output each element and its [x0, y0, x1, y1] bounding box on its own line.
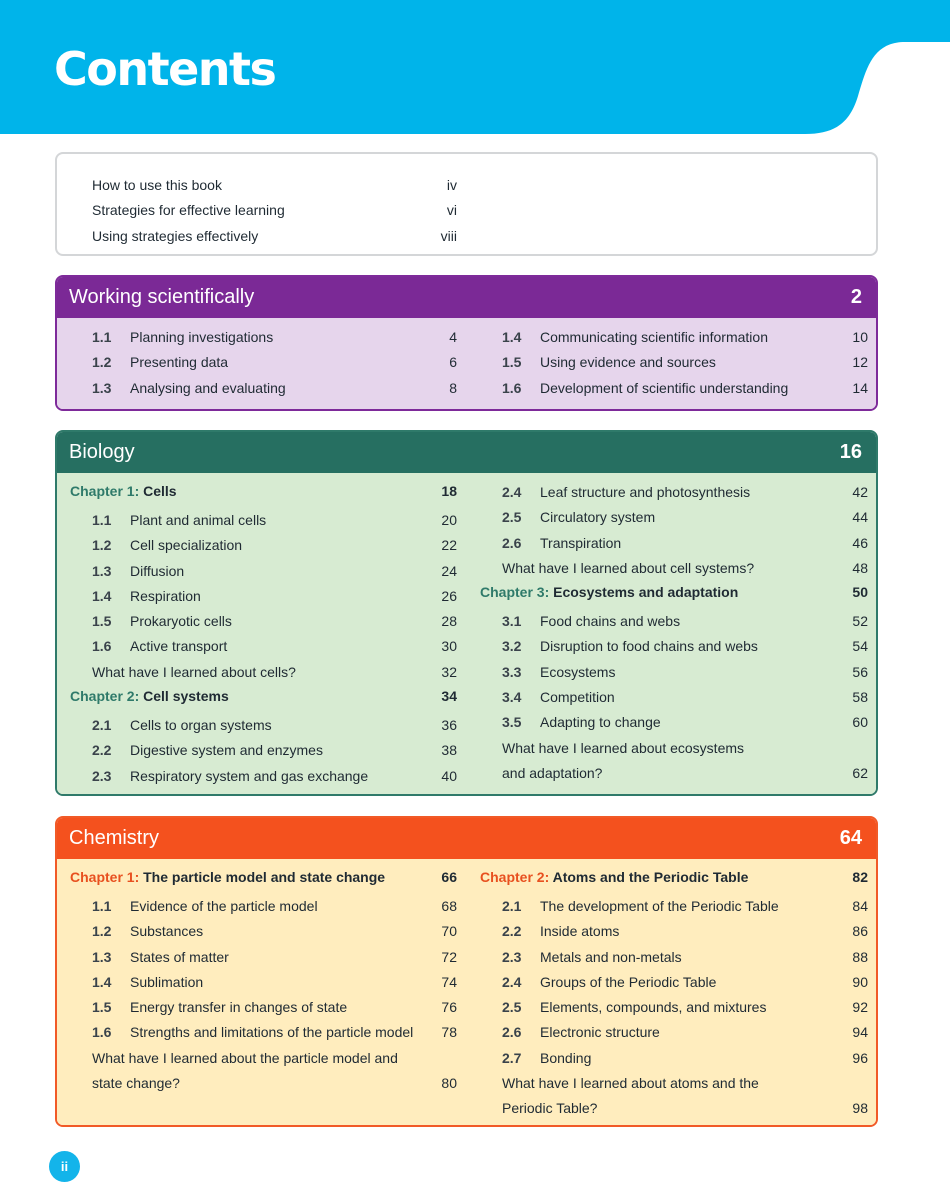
entry-title: Planning investigations — [130, 329, 274, 345]
entry-title: Metals and non-metals — [540, 948, 682, 965]
entry-page: 70 — [441, 923, 457, 940]
entry-page: 80 — [441, 1075, 457, 1092]
entry-title: Respiration — [130, 587, 201, 604]
section-chemistry — [55, 816, 878, 1127]
entry-title: Substances — [130, 923, 204, 940]
entry-page: 58 — [852, 689, 868, 706]
entry-page: 74 — [441, 973, 457, 990]
entry-page: 46 — [852, 534, 868, 551]
entry-number: 2.3 — [502, 948, 522, 965]
entry-page: 88 — [852, 948, 868, 965]
toc-entry[interactable] — [57, 739, 457, 764]
entry-number: 2.6 — [502, 1024, 522, 1041]
entry-page: 6 — [449, 354, 457, 371]
entry-title: Bonding — [540, 1049, 592, 1066]
entry-title: Respiratory system and gas exchange — [130, 767, 369, 784]
chapter-title: The particle model and state change — [143, 869, 386, 885]
entry-number: 3.5 — [502, 714, 522, 731]
toc-entry[interactable] — [57, 714, 457, 739]
entry-title: Strengths and limitations of the particle model — [130, 1024, 414, 1041]
review-entry[interactable] — [467, 1072, 868, 1097]
entry-number: 1.6 — [502, 379, 522, 396]
entry-number: 2.4 — [502, 484, 522, 500]
left-column — [57, 326, 457, 402]
entry-title: Communicating scientific information — [540, 329, 768, 345]
toc-entry[interactable] — [467, 946, 868, 971]
entry-number: 2.5 — [502, 999, 522, 1016]
chapter-title: Ecosystems and adaptation — [553, 584, 739, 601]
toc-entry[interactable] — [57, 635, 457, 660]
chapter-label: Chapter 2: — [70, 688, 140, 705]
entry-page: 24 — [441, 562, 457, 579]
toc-entry[interactable] — [57, 996, 457, 1021]
entry-title: Plant and animal cells — [130, 512, 267, 528]
toc-entry[interactable] — [57, 351, 457, 376]
toc-entry[interactable] — [467, 351, 868, 376]
entry-page: 22 — [441, 537, 457, 554]
entry-number: 1.4 — [502, 329, 522, 345]
entry-title: Food chains and webs — [540, 613, 681, 630]
entry-page: 32 — [441, 663, 457, 680]
chapter-label: Chapter 3: — [480, 584, 550, 601]
entry-page: 94 — [852, 1024, 868, 1041]
entry-page: 42 — [852, 484, 868, 500]
entry-number: 1.6 — [92, 638, 112, 655]
entry-title: Cells to organ systems — [130, 717, 272, 734]
right-column — [467, 326, 868, 402]
section-header[interactable] — [57, 432, 876, 473]
toc-entry[interactable] — [57, 895, 457, 920]
toc-entry[interactable] — [57, 765, 457, 790]
entry-title: The development of the Periodic Table — [540, 898, 779, 914]
section-name: Biology — [69, 441, 135, 463]
toc-entry[interactable] — [467, 532, 868, 557]
entry-title: Diffusion — [130, 562, 185, 579]
entry-title: Ecosystems — [540, 663, 616, 680]
entry-title: state change? — [92, 1075, 180, 1092]
entry-number: 1.3 — [92, 948, 112, 965]
entry-number: 1.2 — [92, 354, 112, 371]
chapter-title: Cells — [143, 483, 177, 499]
section-name: Working scientifically — [69, 286, 255, 308]
toc-entry[interactable] — [467, 686, 868, 711]
review-entry[interactable] — [467, 762, 868, 787]
entry-title: Competition — [540, 689, 615, 706]
section-header[interactable] — [57, 818, 876, 859]
intro-box — [55, 152, 878, 256]
page-title: Contents — [54, 42, 276, 96]
toc-entry[interactable] — [467, 895, 868, 920]
toc-entry[interactable] — [467, 1047, 868, 1072]
entry-number: 1.3 — [92, 562, 112, 579]
entry-page: vi — [446, 202, 457, 219]
toc-entry[interactable] — [467, 481, 868, 506]
toc-entry[interactable] — [57, 534, 457, 559]
entry-title: What have I learned about cells? — [92, 663, 296, 680]
entry-page: 52 — [852, 613, 868, 630]
review-entry[interactable] — [467, 737, 868, 762]
entry-title: Disruption to food chains and webs — [540, 638, 758, 655]
toc-entry[interactable] — [57, 920, 457, 945]
toc-entry[interactable] — [467, 610, 868, 635]
entry-title: Inside atoms — [540, 923, 620, 940]
entry-title: States of matter — [130, 948, 229, 965]
section-body — [57, 318, 876, 409]
entry-title: Adapting to change — [540, 714, 661, 731]
toc-entry[interactable] — [467, 920, 868, 945]
entry-number: 1.5 — [502, 354, 522, 371]
entry-title: Elements, compounds, and mixtures — [540, 999, 767, 1016]
entry-page: 20 — [441, 512, 457, 528]
chapter-title: Atoms and the Periodic Table — [552, 869, 749, 885]
entry-page: 78 — [441, 1024, 457, 1041]
left-column — [57, 481, 457, 790]
entry-title: Leaf structure and photosynthesis — [540, 484, 751, 500]
entry-number: 2.3 — [92, 767, 112, 784]
entry-page: 96 — [852, 1049, 868, 1066]
entry-page: 40 — [441, 767, 457, 784]
entry-page: 92 — [852, 999, 868, 1016]
entry-number: 2.6 — [502, 534, 522, 551]
chapter-label: Chapter 1: — [70, 869, 140, 885]
toc-entry[interactable] — [467, 711, 868, 736]
entry-title: Transpiration — [540, 534, 622, 551]
toc-entry[interactable] — [467, 377, 868, 402]
toc-entry[interactable] — [57, 200, 876, 225]
entry-number: 3.3 — [502, 663, 522, 680]
entry-page: viii — [440, 227, 457, 244]
section-header[interactable] — [57, 277, 876, 318]
toc-entry[interactable] — [57, 509, 457, 534]
entry-number: 1.5 — [92, 999, 112, 1016]
entry-number: 3.4 — [502, 689, 522, 706]
entry-title: What have I learned about the particle model and — [92, 1049, 398, 1066]
entry-title: Prokaryotic cells — [130, 613, 232, 630]
section-name: Chemistry — [69, 827, 160, 849]
entry-number: 2.1 — [92, 717, 112, 734]
entry-number: 1.3 — [92, 379, 112, 396]
entry-page: 26 — [441, 587, 457, 604]
entry-title: Energy transfer in changes of state — [130, 999, 348, 1016]
entry-number: 2.1 — [502, 898, 522, 914]
review-entry[interactable] — [57, 1072, 457, 1097]
entry-number: 1.6 — [92, 1024, 112, 1041]
entry-page: 82 — [852, 869, 868, 885]
entry-number: 2.5 — [502, 509, 522, 526]
entry-page: 34 — [441, 688, 457, 705]
entry-page: 10 — [852, 329, 868, 345]
toc-entry[interactable] — [57, 226, 876, 251]
entry-page: 14 — [852, 379, 868, 396]
entry-number: 1.1 — [92, 898, 112, 914]
page-number-badge: ii — [49, 1151, 80, 1182]
entry-page: 86 — [852, 923, 868, 940]
chapter-title: Cell systems — [143, 688, 229, 705]
entry-title: Evidence of the particle model — [130, 898, 318, 914]
toc-entry[interactable] — [467, 996, 868, 1021]
right-column — [467, 867, 868, 1123]
chapter-label: Chapter 1: — [70, 483, 140, 499]
entry-number: 1.2 — [92, 537, 112, 554]
entry-page: 72 — [441, 948, 457, 965]
entry-number: 2.7 — [502, 1049, 522, 1066]
entry-page: 18 — [441, 483, 457, 499]
entry-number: 1.4 — [92, 973, 112, 990]
review-entry[interactable] — [467, 1097, 868, 1122]
entry-title: Development of scientific understanding — [540, 379, 789, 396]
section-body — [57, 859, 876, 1125]
entry-title: Groups of the Periodic Table — [540, 973, 717, 990]
entry-page: 84 — [852, 898, 868, 914]
entry-page: 98 — [852, 1100, 868, 1117]
entry-page: 12 — [852, 354, 868, 371]
entry-title: Cell specialization — [130, 537, 243, 554]
entry-page: 30 — [441, 638, 457, 655]
entry-title: Analysing and evaluating — [130, 379, 286, 396]
toc-entry[interactable] — [57, 175, 876, 200]
entry-page: 48 — [852, 559, 868, 576]
entry-page: 36 — [441, 717, 457, 734]
entry-page: 4 — [449, 329, 457, 345]
entry-page: 28 — [441, 613, 457, 630]
toc-entry[interactable] — [57, 585, 457, 610]
entry-title: Using evidence and sources — [540, 354, 716, 371]
toc-entry[interactable] — [467, 1021, 868, 1046]
section-page: 16 — [839, 441, 862, 463]
toc-entry[interactable] — [467, 326, 868, 351]
toc-entry[interactable] — [467, 506, 868, 531]
toc-entry[interactable] — [467, 635, 868, 660]
entry-title: Periodic Table? — [502, 1100, 598, 1117]
right-column — [467, 481, 868, 787]
entry-title: Electronic structure — [540, 1024, 660, 1041]
entry-page: iv — [446, 177, 457, 193]
toc-entry[interactable] — [57, 946, 457, 971]
entry-title: Using strategies effectively — [92, 227, 259, 244]
toc-entry[interactable] — [57, 560, 457, 585]
review-entry[interactable] — [57, 1047, 457, 1072]
entry-number: 1.2 — [92, 923, 112, 940]
chapter-heading[interactable] — [57, 481, 457, 509]
entry-number: 2.2 — [502, 923, 522, 940]
entry-number: 2.2 — [92, 742, 112, 759]
entry-title: and adaptation? — [502, 764, 603, 781]
entry-page: 66 — [441, 869, 457, 885]
entry-title: Circulatory system — [540, 509, 656, 526]
chapter-heading[interactable] — [467, 582, 868, 610]
toc-entry[interactable] — [57, 1021, 457, 1046]
toc-entry[interactable] — [467, 971, 868, 996]
entry-page: 8 — [449, 379, 457, 396]
chapter-heading[interactable] — [467, 867, 868, 895]
entry-number: 1.1 — [92, 512, 112, 528]
entry-page: 62 — [852, 764, 868, 781]
entry-title: What have I learned about ecosystems — [502, 739, 745, 756]
entry-title: Strategies for effective learning — [92, 202, 285, 219]
review-entry[interactable] — [57, 661, 457, 686]
entry-page: 68 — [441, 898, 457, 914]
entry-number: 3.2 — [502, 638, 522, 655]
section-page: 64 — [839, 827, 862, 849]
entry-title: What have I learned about atoms and the — [502, 1075, 759, 1092]
entry-number: 1.5 — [92, 613, 112, 630]
toc-entry[interactable] — [57, 610, 457, 635]
entry-number: 3.1 — [502, 613, 522, 630]
left-column — [57, 867, 457, 1097]
entry-number: 1.4 — [92, 587, 112, 604]
entry-title: Sublimation — [130, 973, 204, 990]
entry-page: 90 — [852, 973, 868, 990]
entry-title: Active transport — [130, 638, 228, 655]
entry-number: 2.4 — [502, 973, 522, 990]
toc-entry[interactable] — [57, 971, 457, 996]
toc-entry[interactable] — [57, 326, 457, 351]
section-biology — [55, 430, 878, 796]
entry-number: 1.1 — [92, 329, 112, 345]
header-band — [0, 0, 950, 134]
section-body — [57, 473, 876, 794]
entry-page: 76 — [441, 999, 457, 1016]
section-page: 2 — [850, 286, 862, 308]
entry-title: Digestive system and enzymes — [130, 742, 323, 759]
chapter-heading[interactable] — [57, 686, 457, 714]
entry-page: 50 — [852, 584, 868, 601]
entry-page: 44 — [852, 509, 868, 526]
entry-page: 56 — [852, 663, 868, 680]
entry-page: 38 — [441, 742, 457, 759]
entry-title: How to use this book — [92, 177, 222, 193]
review-entry[interactable] — [467, 557, 868, 582]
chapter-heading[interactable] — [57, 867, 457, 895]
toc-entry[interactable] — [467, 661, 868, 686]
entry-page: 60 — [852, 714, 868, 731]
entry-page: 54 — [852, 638, 868, 655]
entry-title: What have I learned about cell systems? — [502, 559, 755, 576]
toc-entry[interactable] — [57, 377, 457, 402]
section-working-scientifically — [55, 275, 878, 411]
chapter-label: Chapter 2: — [480, 869, 550, 885]
entry-title: Presenting data — [130, 354, 229, 371]
